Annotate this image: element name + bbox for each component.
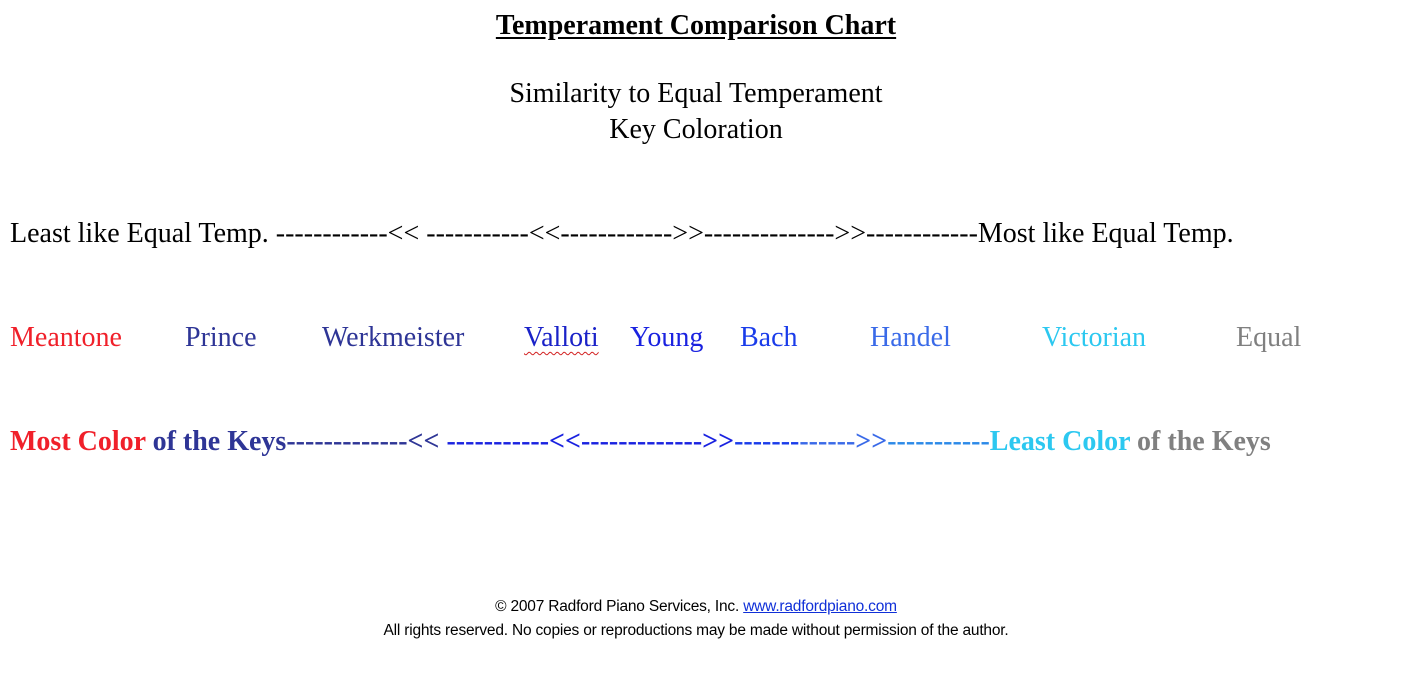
key-color-scale [10, 426, 1271, 458]
similarity-right-label: Most like Equal Temp. [977, 218, 1234, 249]
temperament-bach: Bach [740, 322, 798, 353]
temperament-valloti: Valloti [524, 322, 599, 353]
color-arrow-segment: ----------- [887, 426, 990, 457]
similarity-scale [10, 218, 1234, 250]
subtitle-key-coloration: Key Coloration [609, 114, 783, 145]
most-color-label: Most Color [10, 426, 146, 457]
similarity-left-label: Least like Equal Temp. [10, 218, 269, 249]
similarity-arrows: ------------<< -----------<<------------>>-------------->>------------ [268, 218, 978, 249]
temperament-werkmeister: Werkmeister [322, 322, 465, 353]
temperament-equal: Equal [1236, 322, 1302, 353]
temperament-handel: Handel [870, 322, 951, 353]
subtitle-similarity: Similarity to Equal Temperament [509, 78, 883, 109]
color-arrow-segment: -----------<<------------->> [446, 426, 735, 457]
most-color-keys-label: of the Keys [145, 426, 287, 457]
color-arrow-segment: ------>> [799, 426, 888, 457]
temperament-victorian: Victorian [1042, 322, 1147, 353]
temperament-meantone: Meantone [10, 322, 122, 353]
footer-copyright: © 2007 Radford Piano Services, Inc. [495, 598, 740, 615]
least-color-keys-label: of the Keys [1130, 426, 1271, 457]
temperament-prince: Prince [185, 322, 257, 353]
temperament-young: Young [630, 322, 704, 353]
footer-rights: All rights reserved. No copies or reproductions may be made without permission of the author. [383, 622, 1009, 639]
color-arrow-segment: -------------<< [286, 426, 447, 457]
color-arrow-segment: ------- [734, 426, 800, 457]
least-color-label: Least Color [989, 426, 1131, 457]
footer-copyright-line [0, 598, 1392, 616]
page-title: Temperament Comparison Chart [495, 10, 897, 41]
footer-website-link[interactable]: www.radfordpiano.com [743, 598, 897, 615]
